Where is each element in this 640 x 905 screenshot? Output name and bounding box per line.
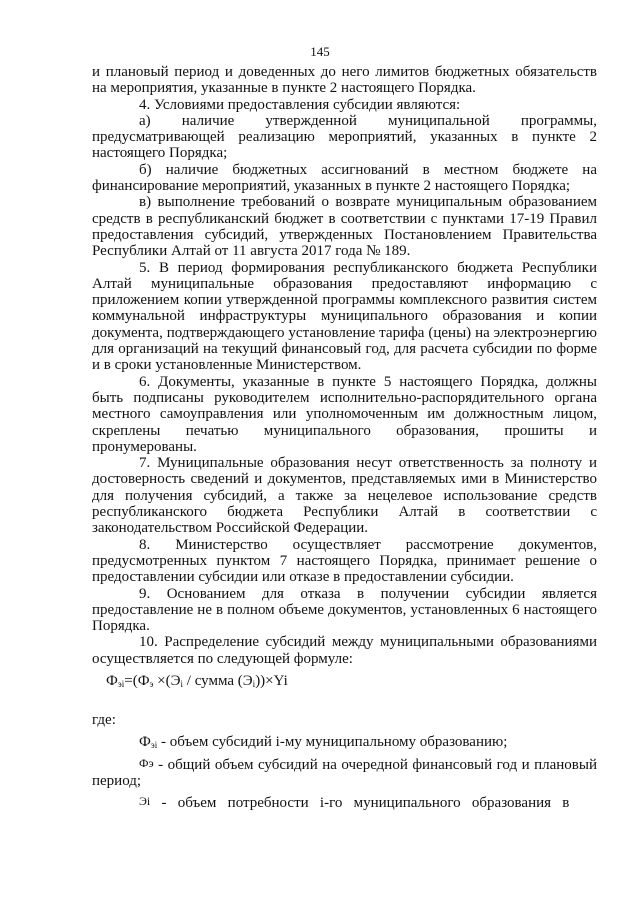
definition-e-i (92, 793, 597, 811)
page-number: 145 (310, 44, 330, 59)
paragraph-continuation: и плановый период и доведенных до него лимитов бюджетных обязательств на мероприятия, указанные в пункте 2 настоящего Порядка. (92, 64, 597, 97)
formula-e2-subscript: i (252, 678, 256, 689)
paragraph-4c: в) выполнение требований о возврате муниципальным образованием средств в республиканский бюджет в соответствии с пунктами 17-19 Правил предоставления субсидий, утвержденных Постановлением Правительства Республики Алтай от 11 августа 2017 года № 189. (92, 194, 597, 260)
formula-lhs-subscript: эi (117, 678, 125, 689)
paragraph-7: 7. Муниципальные образования несут ответственность за полноту и достоверность сведений и документов, представляемых ими в Министерство для получения субсидий, а также за нецелевое использование средств республиканского бюджета Республики Алтай в соответствии с законодательством Российской Федерации. (92, 455, 597, 537)
definition-phi-e-text: - общий объем субсидий на очередной финансовый год и плановый период; (92, 756, 597, 789)
formula-open: =(Ф (124, 672, 150, 689)
formula-f-subscript: э (149, 678, 154, 689)
paragraph-4b: б) наличие бюджетных ассигнований в местном бюджете на финансирование мероприятий, указанных в пункте 2 настоящего Порядка; (92, 161, 597, 195)
formula-div: / сумма (Э (183, 672, 253, 689)
formula-mid: ×(Э (153, 672, 181, 689)
where-label: где: (92, 711, 116, 728)
definition-e-i-text: - объем потребности i-го муниципального образования в (150, 795, 570, 812)
formula-lhs: Ф (106, 672, 118, 689)
formula-tail: ))×Yi (255, 672, 288, 689)
definition-phi-ei (92, 734, 597, 750)
distribution-formula (106, 673, 597, 690)
paragraph-10: 10. Распределение субсидий между муниципальными образованиями осуществляется по следующей формуле: (92, 634, 597, 667)
paragraph-8: 8. Министерство осуществляет рассмотрение документов, предусмотренных пунктом 7 настоящего Порядка, принимает решение о предоставлении субсидии или отказе в предоставлении субсидии. (92, 536, 597, 586)
definition-phi-ei-subscript: эi (150, 740, 158, 751)
paragraph-4a: а) наличие утвержденной муниципальной программы, предусматривающей реализацию мероприятий, указанных в пункте 2 настоящего Порядка; (92, 112, 597, 162)
definition-phi-e (92, 755, 597, 790)
definition-phi-ei-symbol: Ф (139, 734, 151, 751)
definition-phi-ei-text: - объем субсидий i-му муниципальному образованию; (157, 734, 508, 751)
definition-phi-e-symbol: Фэ (139, 755, 154, 770)
definition-e-i-symbol: Эi (139, 794, 151, 809)
formula-e-subscript: i (180, 678, 184, 689)
paragraph-5: 5. В период формирования республиканского бюджета Республики Алтай муниципальные образования предоставляют информацию с приложением копии утвержденной программы комплексного развития систем коммунальной инфраструктуры муниципального образования и копии документа, подтверждающего установление тарифа (цены) на электроэнергию для организаций на текущий финансовый год, для расчета субсидии по форме и в сроки установленные Министерством. (92, 259, 597, 374)
paragraph-4: 4. Условиями предоставления субсидии являются: (139, 96, 461, 113)
paragraph-9: 9. Основанием для отказа в получении субсидии является предоставление не в полном объеме документов, установленных 6 настоящего Порядка. (92, 585, 597, 635)
document-body (92, 64, 597, 811)
paragraph-6: 6. Документы, указанные в пункте 5 настоящего Порядка, должны быть подписаны руководителем исполнительно-распорядительного органа местного самоуправления или уполномоченным им должностным лицом, скреплены печатью муниципального образования, прошиты и пронумерованы. (92, 373, 597, 455)
